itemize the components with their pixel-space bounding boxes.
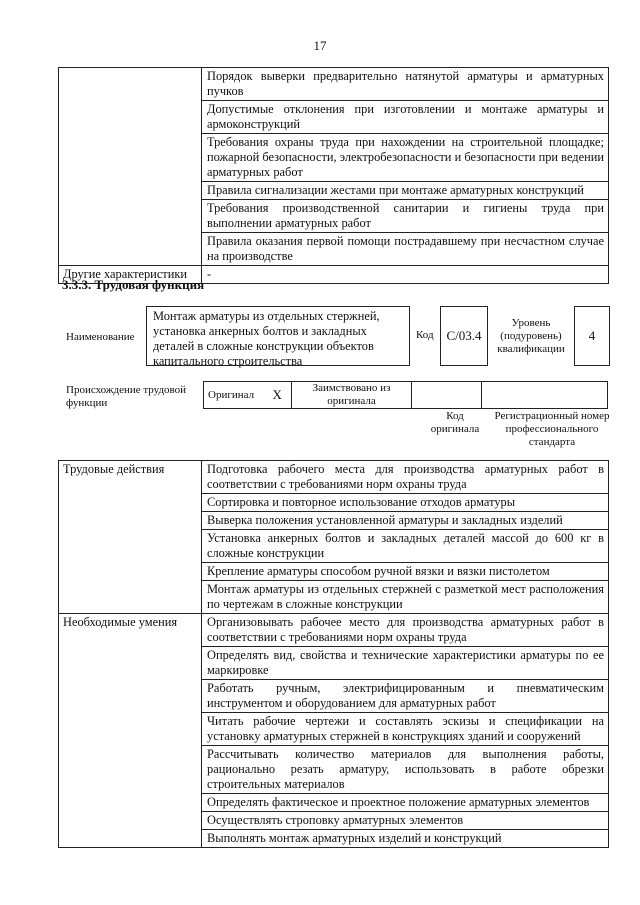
origin-table <box>203 381 608 409</box>
requirements-table <box>58 67 609 284</box>
requirement-item: Требования охраны труда при нахождении на строительной площадке; пожарной безопасности, электробезопасности и безопасности при ведении арматурных работ <box>202 134 609 182</box>
work-action-item: Установка анкерных болтов и закладных деталей массой до 600 кг в сложные конструкции <box>202 530 609 563</box>
empty-label-cell <box>59 68 202 266</box>
work-action-item: Подготовка рабочего места для производства арматурных работ в соответствии с требованиями норм охраны труда <box>202 461 609 494</box>
requirement-item: Порядок выверки предварительно натянутой арматуры и арматурных пучков <box>202 68 609 101</box>
function-name-box <box>146 306 410 366</box>
original-code-cell <box>412 382 482 409</box>
borrowed-label: Заимствовано из оригинала <box>292 382 412 409</box>
other-characteristics-value: - <box>202 266 609 284</box>
name-label: Наименование <box>66 331 135 343</box>
code-box <box>440 306 488 366</box>
registration-number-caption: Регистрационный номер профессионального стандарта <box>494 410 610 448</box>
table-row <box>59 68 609 101</box>
table-row <box>59 614 609 647</box>
code-label: Код <box>416 329 434 341</box>
original-mark: X <box>264 382 292 409</box>
other-characteristics-label: Другие характеристики <box>59 266 202 284</box>
origin-label: Происхождение трудовой функции <box>66 384 187 409</box>
skill-item: Работать ручным, электрифицированным и пневматическим инструментом и оборудованием для арматурных работ <box>202 680 609 713</box>
page-number: 17 <box>313 38 327 53</box>
work-action-item: Выверка положения установленной арматуры и закладных изделий <box>202 512 609 530</box>
skill-item: Читать рабочие чертежи и составлять эскизы и спецификации на установку арматурных стержней в конструкциях зданий и сооружений <box>202 713 609 746</box>
work-action-item: Крепление арматуры способом ручной вязки и вязки пистолетом <box>202 563 609 581</box>
requirement-item: Требования производственной санитарии и гигиены труда при выполнении арматурных работ <box>202 200 609 233</box>
level-box <box>574 306 610 366</box>
skill-item: Выполнять монтаж арматурных изделий и конструкций <box>202 830 609 848</box>
original-code-caption: Код оригинала <box>430 410 480 435</box>
original-label: Оригинал <box>204 382 264 409</box>
section-title: 3.3.3. Трудовая функция <box>62 277 205 292</box>
work-actions-label: Трудовые действия <box>59 461 202 614</box>
qualification-level-label: Уровень (подуровень) квалификации <box>497 317 565 355</box>
work-actions-table <box>58 460 609 848</box>
table-row <box>59 461 609 494</box>
function-name-value: Монтаж арматуры из отдельных стержней, установка анкерных болтов и закладных деталей в сложные конструкции объектов капитального строительства <box>153 309 380 368</box>
skill-item: Определять фактическое и проектное положение арматурных элементов <box>202 794 609 812</box>
skill-item: Организовывать рабочее место для производства арматурных работ в соответствии с требованиями норм охраны труда <box>202 614 609 647</box>
skill-item: Определять вид, свойства и технические характеристики арматуры по ее маркировке <box>202 647 609 680</box>
required-skills-label: Необходимые умения <box>59 614 202 848</box>
code-value: C/03.4 <box>446 328 482 343</box>
work-action-item: Монтаж арматуры из отдельных стержней с разметкой мест расположения по чертежам в сложные конструкции <box>202 581 609 614</box>
level-value: 4 <box>588 328 596 343</box>
requirement-item: Правила сигнализации жестами при монтаже арматурных конструкций <box>202 182 609 200</box>
skill-item: Рассчитывать количество материалов для выполнения работы, рационально резать арматуру, использовать в работе обрезки строительных материалов <box>202 746 609 794</box>
requirement-item: Допустимые отклонения при изготовлении и монтаже арматуры и армоконструкций <box>202 101 609 134</box>
skill-item: Осуществлять строповку арматурных элементов <box>202 812 609 830</box>
requirement-item: Правила оказания первой помощи пострадавшему при несчастном случае на производстве <box>202 233 609 266</box>
work-action-item: Сортировка и повторное использование отходов арматуры <box>202 494 609 512</box>
table-row <box>204 382 608 409</box>
registration-number-cell <box>482 382 608 409</box>
